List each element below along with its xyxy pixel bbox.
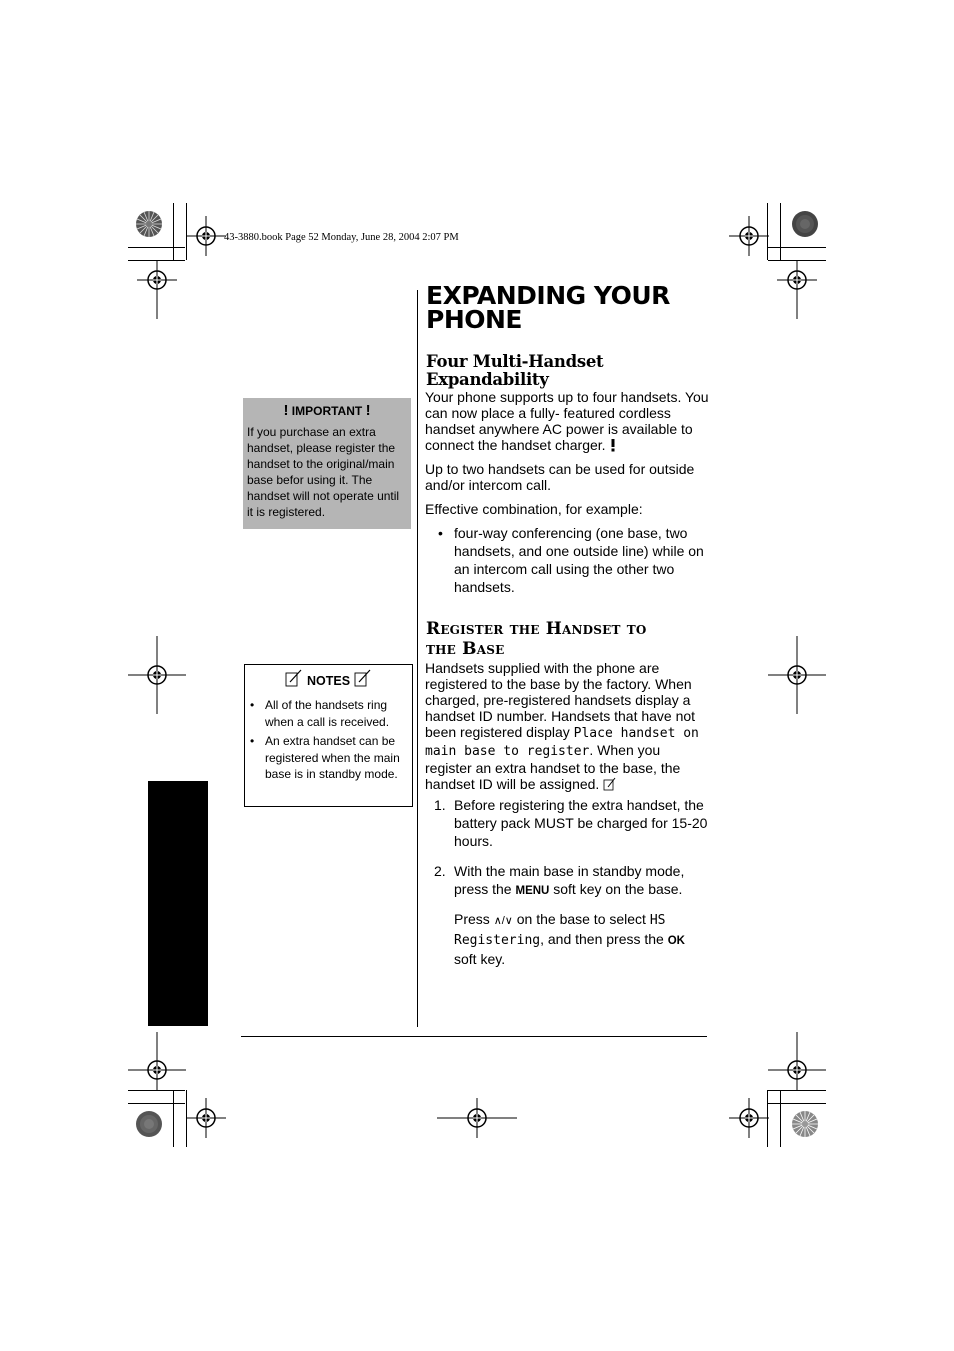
registration-mark-icon [729, 216, 769, 256]
up-down-arrow-icon: ∧/∨ [493, 915, 513, 927]
pencil-note-icon [354, 669, 372, 687]
registration-mark-icon [186, 216, 226, 256]
color-target-icon [135, 210, 163, 238]
important-header: ! IMPORTANT ! [283, 402, 371, 419]
menu-key-label: MENU [515, 885, 550, 897]
ok-key-label: OK [667, 935, 685, 947]
registration-mark-icon [137, 261, 177, 319]
color-target-icon [135, 1110, 163, 1138]
registration-mark-icon [768, 636, 826, 714]
notes-callout [244, 664, 413, 807]
paragraph-two-handsets: Up to two handsets can be used for outside and/or intercom call. [425, 461, 695, 493]
list-item: 2. With the main base in standby mode, press the MENU soft key on the base. [434, 863, 685, 897]
paragraph-press-instructions: Press ∧/∨ on the base to select HS Registering, and then press the OK soft key. [454, 911, 685, 967]
section-heading-multi-handset: Four Multi-Handset Expandability [426, 352, 604, 389]
registration-mark-icon [128, 1032, 186, 1090]
page-title: EXPANDING YOUR PHONE [426, 281, 670, 334]
notes-header: NOTES [245, 669, 412, 691]
combination-list [438, 524, 708, 596]
list-item: • An extra handset can be registered when the main base is in standby mode. [245, 733, 412, 783]
paragraph-supports-four-handsets: Your phone supports up to four handsets. You can now place a fully- featured cordless handset anywhere AC power is available to connect the handset charger. [425, 389, 709, 453]
chapter-tab [148, 781, 208, 1026]
exclamation-icon [609, 438, 617, 452]
registration-mark-icon [437, 1098, 517, 1138]
display-option: HS Registering [454, 913, 666, 948]
registration-mark-icon [128, 636, 186, 714]
pencil-note-icon [285, 669, 303, 687]
exclamation-icon: ! [283, 402, 289, 419]
list-item: • four-way conferencing (one base, two handsets, and one outside line) while on an intercom call using the other two handsets. [438, 524, 708, 596]
important-text: If you purchase an extra handset, please register the handset to the original/main base befor using it. The handset will not operate until it is registered. [247, 425, 400, 519]
section-heading-register: Register the Handset to the Base [426, 619, 647, 659]
pencil-note-icon [603, 777, 617, 791]
footer-rule [241, 1036, 707, 1037]
column-divider [417, 290, 418, 1027]
paragraph-registration-intro: Handsets supplied with the phone are registered to the base by the factory. When charged, pre-registered handsets display a handset ID number. Handsets that have not been registered display Place handset on main base to register. When you register an extra handset to the base, the handset ID will be assigned. [425, 660, 699, 792]
color-target-icon [791, 1110, 819, 1138]
registration-mark-icon [186, 1098, 226, 1138]
paragraph-effective-combination: Effective combination, for example: [425, 501, 643, 517]
list-item: • All of the handsets ring when a call is received. [245, 697, 412, 730]
registration-mark-icon [768, 1032, 826, 1090]
registration-mark-icon [729, 1098, 769, 1138]
color-target-icon [791, 210, 819, 238]
exclamation-icon: ! [365, 402, 371, 419]
print-file-info: 43-3880.book Page 52 Monday, June 28, 2004 2:07 PM [224, 232, 459, 243]
display-message: Place handset on main base to register [425, 726, 699, 759]
list-item: 1. Before registering the extra handset, the battery pack MUST be charged for 15-20 hours. [434, 797, 708, 849]
important-callout [243, 398, 411, 529]
registration-steps [434, 796, 709, 900]
notes-list [245, 697, 412, 783]
registration-mark-icon [777, 261, 817, 319]
